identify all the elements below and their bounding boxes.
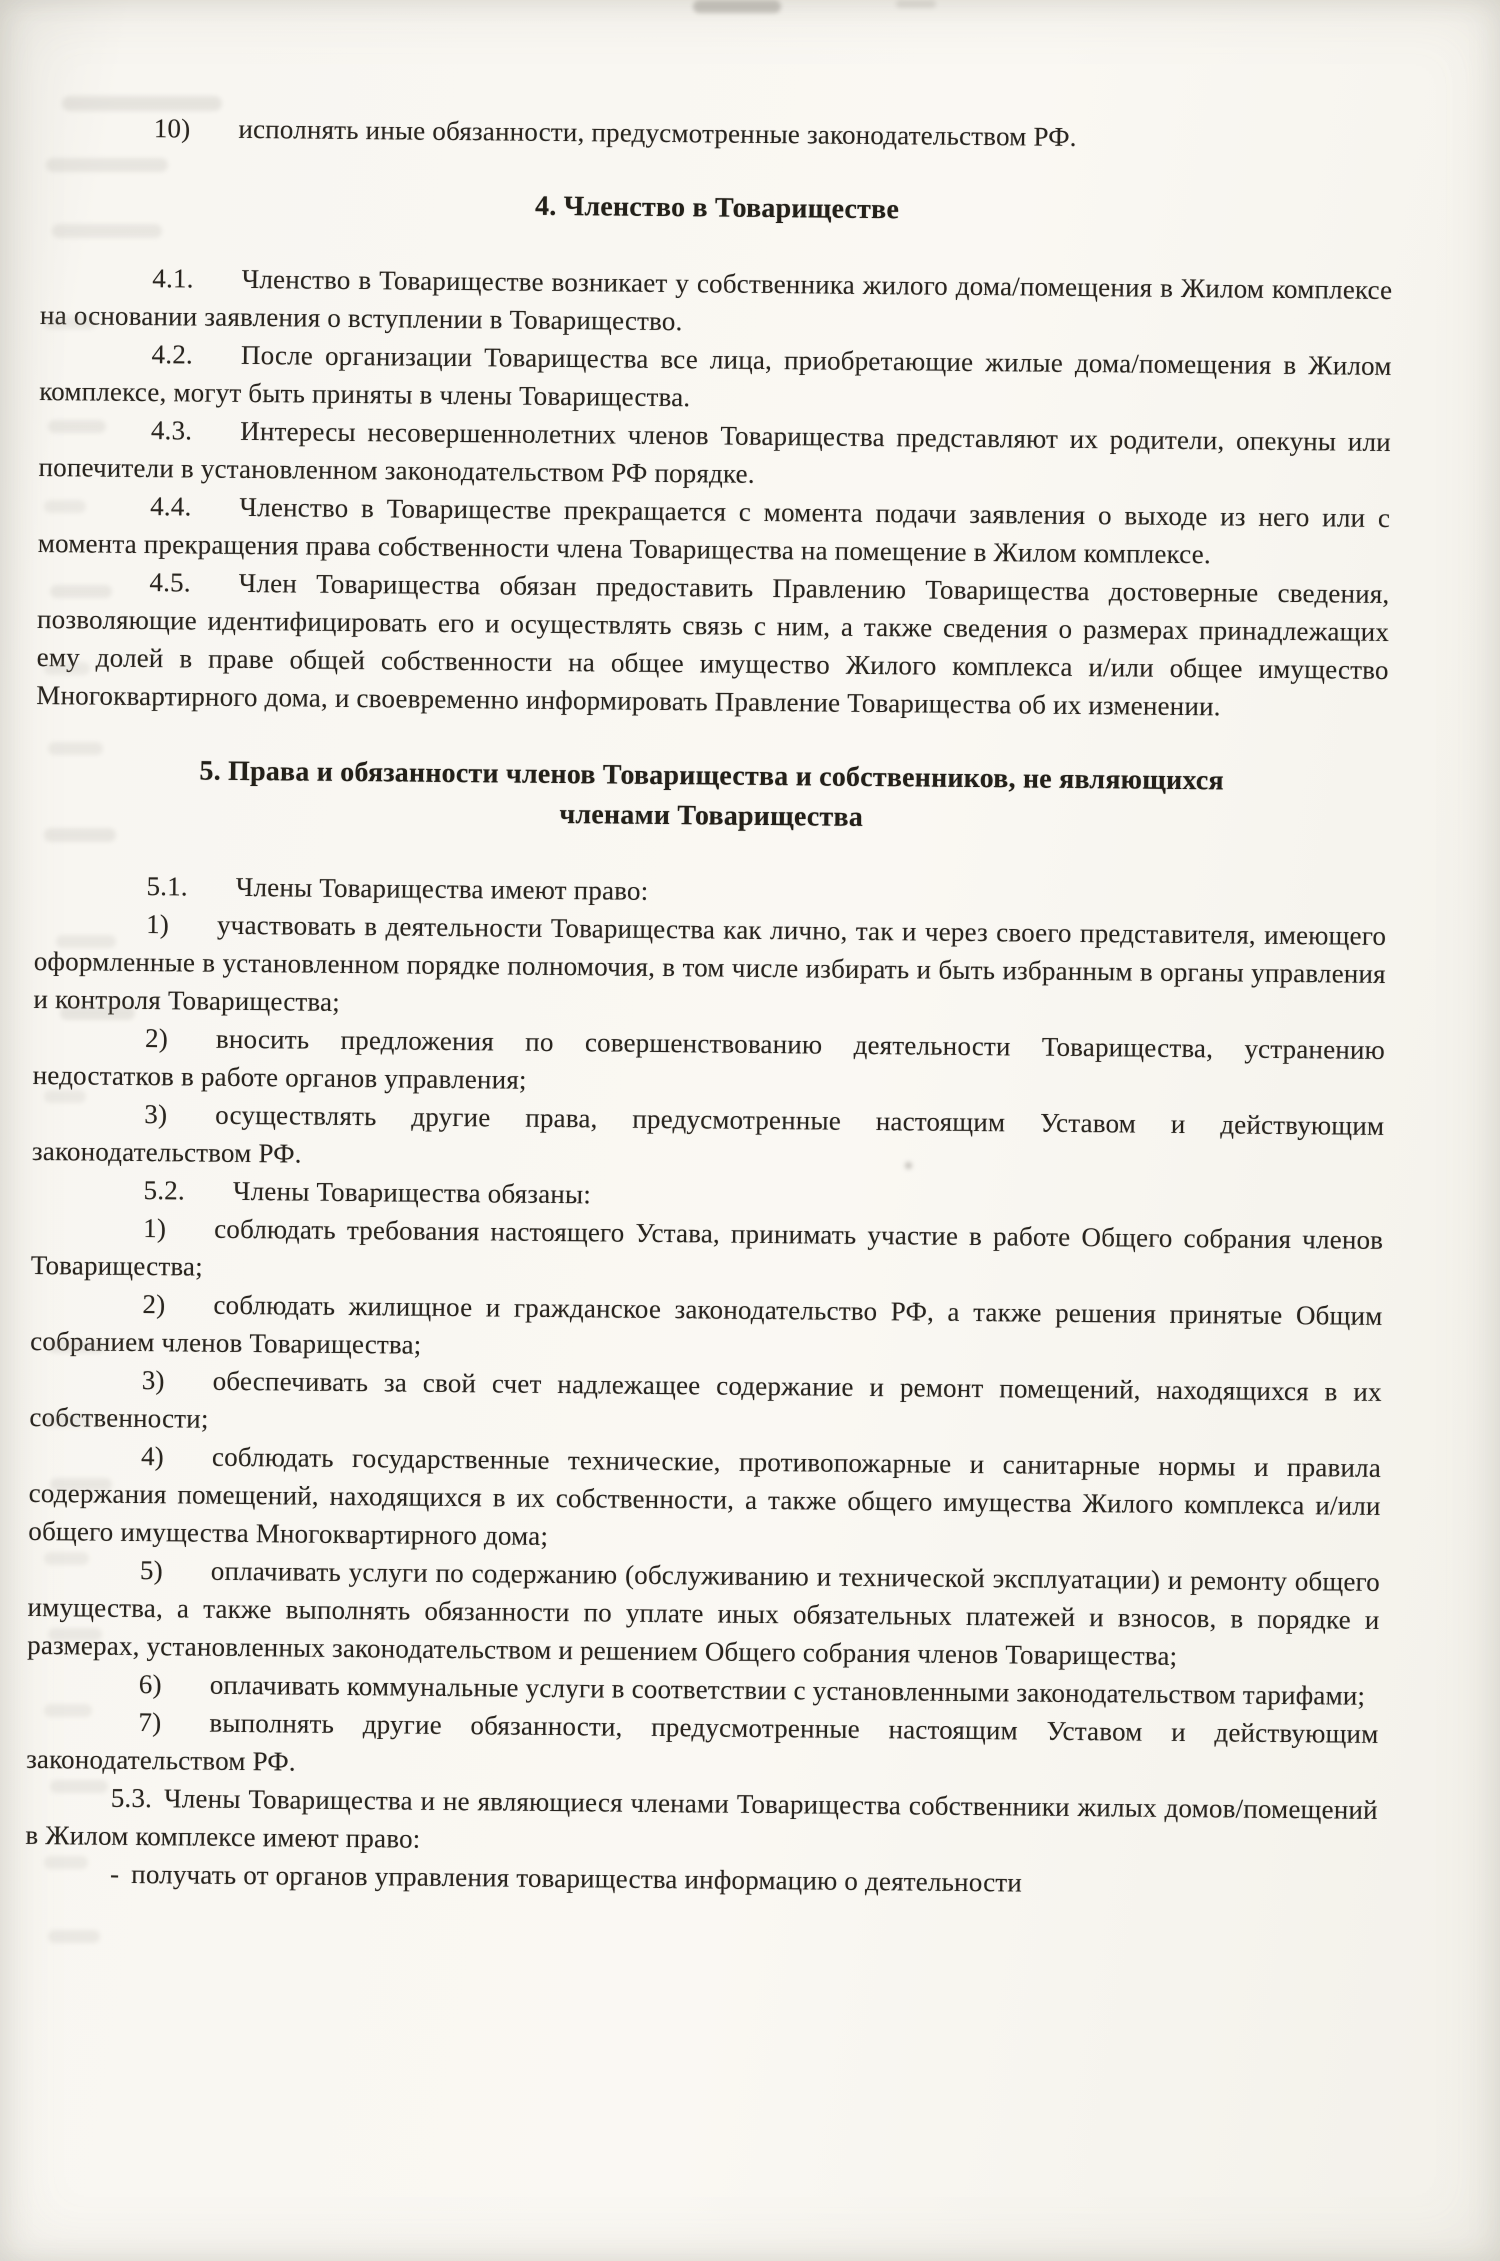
item-number: - xyxy=(109,1858,120,1889)
paragraph-text: Членство в Товариществе прекращается с момента подачи заявления о выходе из него или с момента прекращения права собственности члена Товарищества на помещение в Жилом комплексе. xyxy=(37,491,1391,570)
scan-smudge xyxy=(693,0,781,13)
paragraph xyxy=(40,258,1393,347)
paragraph xyxy=(33,904,1386,1031)
paragraph xyxy=(42,108,1394,159)
document-body xyxy=(25,108,1394,1943)
paragraph xyxy=(33,1018,1386,1107)
item-number: 7) xyxy=(138,1707,162,1738)
item-number: 4.5. xyxy=(149,567,191,598)
paragraph xyxy=(26,1702,1379,1791)
paragraph xyxy=(38,486,1391,575)
item-number: 4.3. xyxy=(150,415,193,446)
scan-smudge xyxy=(896,0,936,8)
scan-smudge xyxy=(48,1930,100,1943)
paragraph xyxy=(31,1208,1384,1297)
paragraph-text: оплачивать коммунальные услуги в соответствии с установленными законодательством тарифами; xyxy=(209,1669,1366,1711)
paragraph xyxy=(29,1360,1382,1449)
paragraph-text: получать от органов управления товарищества информацию о деятельности xyxy=(131,1858,1023,1898)
item-number: 4.2. xyxy=(151,339,194,370)
section-heading xyxy=(35,750,1388,843)
item-number: 2) xyxy=(144,1023,169,1054)
heading-line: 4. Членство в Товариществе xyxy=(534,190,900,226)
paragraph xyxy=(27,1550,1380,1677)
item-number: 10) xyxy=(153,113,191,144)
paragraph-text: оплачивать услуги по содержанию (обслуживанию и технической эксплуатации) и ремонту общего имущества, а также выполнять обязанности по уплате иных обязательных платежей и взносов, в порядке и размерах, установленных законодательством и решением Общего собрания членов Товарищества; xyxy=(27,1555,1381,1671)
paragraph-text: участвовать в деятельности Товарищества как лично, так и через своего представителя, имеющего оформленные в установленном порядке полномочия, в том числе избирать и быть избранным в органы управления и контроля Товарищества; xyxy=(33,909,1387,1017)
paragraph-text: соблюдать государственные технические, противопожарные и санитарные нормы и правила содержания помещений, находящихся в их собственности, а также общего имущества Жилого комплекса и/или общего имущества Многоквартирного дома; xyxy=(28,1441,1382,1551)
paragraph-text: После организации Товарищества все лица, приобретающие жилые дома/помещения в Жилом комплексе, могут быть приняты в члены Товарищества. xyxy=(39,339,1392,413)
heading-line: членами Товарищества xyxy=(559,799,864,833)
paragraph xyxy=(36,562,1389,727)
paragraph xyxy=(30,1284,1383,1373)
section-heading xyxy=(41,182,1393,235)
item-number: 1) xyxy=(146,909,170,940)
item-number: 6) xyxy=(138,1669,162,1700)
item-number: 1) xyxy=(143,1213,167,1244)
item-number: 2) xyxy=(142,1289,166,1320)
paragraph xyxy=(25,1778,1378,1867)
item-number: 3) xyxy=(144,1099,168,1130)
heading-line: 5. Права и обязанности членов Товарищества и собственников, не являющихся xyxy=(199,755,1224,797)
paragraph-text: Члены Товарищества обязаны: xyxy=(232,1175,592,1210)
paragraph xyxy=(28,1436,1381,1563)
paragraph-text: вносить предложения по совершенствованию деятельности Товарищества, устранению недостатков в работе органов управления; xyxy=(32,1023,1386,1095)
paragraph xyxy=(38,410,1391,499)
paragraph-text: Члены Товарищества и не являющиеся членами Товарищества собственники жилых домов/помещений в Жилом комплексе имеют право: xyxy=(25,1783,1378,1854)
paragraph-text: Члены Товарищества имеют право: xyxy=(235,871,649,906)
paragraph-text: Член Товарищества обязан предоставить Правлению Товарищества достоверные сведения, позволяющие идентифицировать его и осуществлять связь с ним, а также сведения о размерах принадлежащих ему долей в праве общей собственности на общее имущество Жилого комплекса и/или общее имущество Многоквартирного дома, и своевременно информировать Правление Товарищества об их изменении. xyxy=(36,567,1390,722)
item-number: 5.2. xyxy=(143,1175,186,1206)
item-number: 5.3. xyxy=(110,1782,153,1814)
item-number: 3) xyxy=(141,1365,165,1396)
paragraph-text: Членство в Товариществе возникает у собственника жилого дома/помещения в Жилом комплексе на основании заявления о вступлении в Товарищество. xyxy=(39,263,1393,337)
item-number: 4.4. xyxy=(150,491,192,522)
paragraph-text: соблюдать требования настоящего Устава, принимать участие в работе Общего собрания членов Товарищества; xyxy=(30,1213,1384,1282)
paragraph xyxy=(32,1094,1385,1183)
item-number: 4.1. xyxy=(152,263,194,294)
paragraph xyxy=(39,334,1392,423)
paragraph-text: Интересы несовершеннолетних членов Товарищества представляют их родители, опекуны или попечители в установленном законодательством РФ порядке. xyxy=(38,415,1392,489)
paragraph-text: выполнять другие обязанности, предусмотренные настоящим Уставом и действующим законодательством РФ. xyxy=(26,1707,1379,1777)
item-number: 5) xyxy=(139,1555,164,1586)
paragraph-text: осуществлять другие права, предусмотренные настоящим Уставом и действующим законодательством РФ. xyxy=(31,1099,1385,1169)
item-number: 5.1. xyxy=(146,871,188,902)
paragraph-text: соблюдать жилищное и гражданское законодательство РФ, а также решения принятые Общим собранием членов Товарищества; xyxy=(30,1289,1383,1360)
paragraph-text: исполнять иные обязанности, предусмотренные законодательством РФ. xyxy=(238,113,1077,152)
paragraph-text: обеспечивать за свой счет надлежащее содержание и ремонт помещений, находящихся в их собственности; xyxy=(29,1365,1382,1434)
item-number: 4) xyxy=(140,1441,165,1472)
